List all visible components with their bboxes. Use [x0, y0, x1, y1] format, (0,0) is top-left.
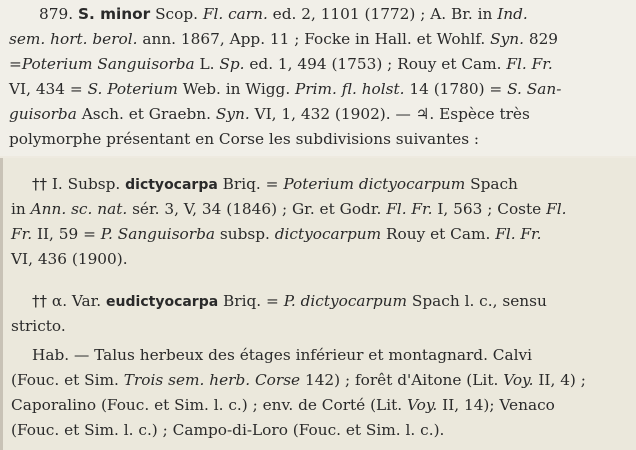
subsp-line-3: Fr. II, 59 = P. Sanguisorba subsp. dictyocarpum Rouy et Cam. Fl. Fr. [11, 225, 542, 243]
double-dagger-icon: †† [32, 175, 47, 193]
entry-number: 879. [39, 5, 78, 23]
subsp-line-4: VI, 436 (1900). [11, 250, 128, 268]
subsp-line-1: †† I. Subsp. dictyocarpa Briq. = Poterium dictyocarpum Spach [32, 175, 518, 193]
species-entry [0, 0, 636, 156]
subdivisions [0, 158, 636, 450]
entry-line-3: =Poterium Sanguisorba L. Sp. ed. 1, 494 (1753) ; Rouy et Cam. Fl. Fr. [9, 55, 553, 73]
species-name: S. minor [77, 5, 151, 23]
var-line-2: stricto. [11, 317, 66, 335]
entry-line-2: sem. hort. berol. ann. 1867, App. 11 ; Focke in Hall. et Wohlf. Syn. 829 [9, 30, 559, 48]
double-dagger-icon: †† [32, 292, 47, 310]
hab-line-4: (Fouc. et Sim. l. c.) ; Campo-di-Loro (Fouc. et Sim. l. c.). [11, 421, 445, 439]
hab-line-3: Caporalino (Fouc. et Sim. l. c.) ; env. de Corté (Lit. Voy. II, 14); Venaco [11, 396, 555, 414]
entry-line-1: 879. S. minor Scop. Fl. carn. ed. 2, 1101 (1772) ; A. Br. in Ind. [39, 5, 528, 23]
entry-line-4: VI, 434 = S. Poterium Web. in Wigg. Prim. fl. holst. 14 (1780) = S. San- [9, 80, 562, 98]
hab-line-1: Hab. — Talus herbeux des étages inférieur et montagnard. Calvi [32, 346, 533, 364]
hab-line-2: (Fouc. et Sim. Trois sem. herb. Corse 142) ; forêt d'Aitone (Lit. Voy. II, 4) ; [11, 371, 586, 389]
variety-name: eudictyocarpa [106, 294, 219, 310]
var-line-1: †† α. Var. eudictyocarpa Briq. = P. dictyocarpum Spach l. c., sensu [32, 292, 547, 310]
entry-line-6: polymorphe présentant en Corse les subdivisions suivantes : [9, 130, 480, 148]
subsp-line-2: in Ann. sc. nat. sér. 3, V, 34 (1846) ; Gr. et Godr. Fl. Fr. I, 563 ; Coste Fl. [11, 200, 567, 218]
entry-line-5: guisorba Asch. et Graebn. Syn. VI, 1, 432 (1902). — ♃. Espèce très [9, 105, 530, 123]
subspecies-name: dictyocarpa [125, 177, 218, 193]
